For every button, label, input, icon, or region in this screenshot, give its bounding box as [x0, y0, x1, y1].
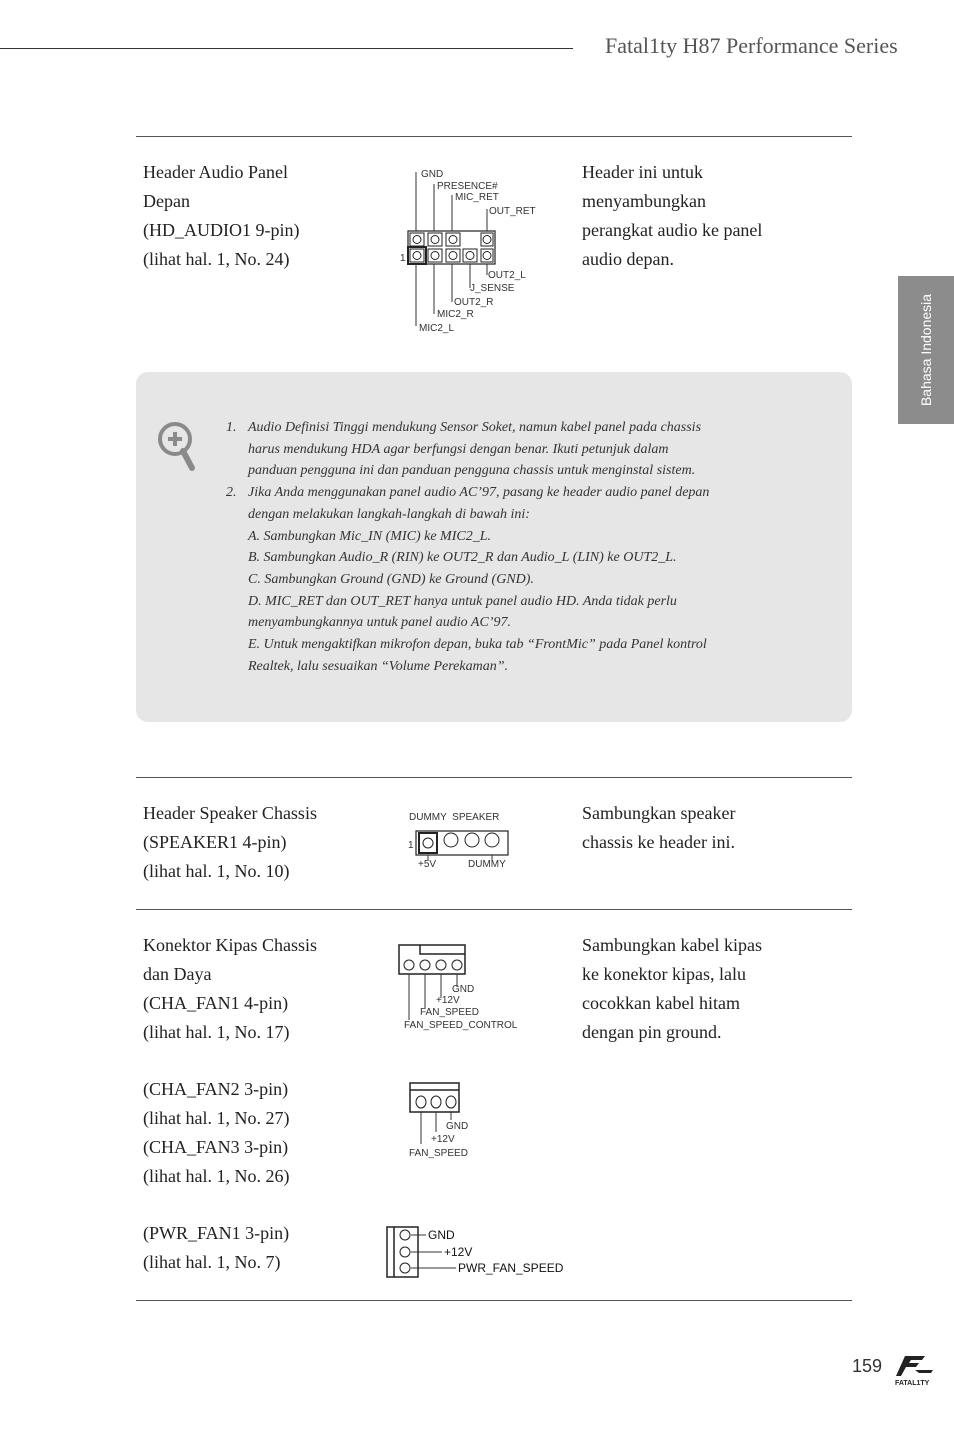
- hd-audio-description: [143, 158, 299, 274]
- speaker-top-label: DUMMY SPEAKER: [409, 812, 500, 823]
- pwr-fan-label-pwr-fan-speed: PWR_FAN_SPEED: [458, 1261, 564, 1275]
- cha-fan1-pin-diagram: [396, 942, 526, 1032]
- fan-instruction-line: ke konektor kipas, lalu: [582, 964, 746, 984]
- fan-line: dan Daya: [143, 964, 212, 984]
- note-number: 1.: [226, 420, 237, 435]
- page-number: 159: [852, 1356, 883, 1376]
- fan-label-fan-speed-control: FAN_SPEED_CONTROL: [404, 1020, 518, 1031]
- hd-audio-instruction-line: audio depan.: [582, 249, 674, 269]
- page-title: Fatal1ty H87 Performance Series: [605, 33, 898, 58]
- note-line: Jika Anda menggunakan panel audio AC’97, pasang ke header audio panel depan: [248, 485, 710, 501]
- speaker-instruction-line: Sambungkan speaker: [582, 803, 736, 823]
- language-side-tab: [898, 276, 954, 424]
- speaker-line: Header Speaker Chassis: [143, 803, 317, 823]
- cha-fan1-description: [143, 931, 317, 1047]
- fan-line: (lihat hal. 1, No. 7): [143, 1252, 281, 1272]
- speaker-line: (lihat hal. 1, No. 10): [143, 861, 290, 881]
- fan3-label-gnd: GND: [446, 1121, 469, 1132]
- fan-label-gnd: GND: [452, 984, 475, 995]
- note-line: C. Sambungkan Ground (GND) ke Ground (GND).: [248, 571, 534, 587]
- fan-line: Konektor Kipas Chassis: [143, 935, 317, 955]
- pin-label-mic2-l: MIC2_L: [419, 323, 455, 334]
- pin-label-j-sense: J_SENSE: [470, 283, 515, 294]
- pwr-fan-description: [143, 1219, 289, 1277]
- hd-audio-pin-diagram: [398, 164, 548, 340]
- speaker-description: [143, 799, 317, 886]
- logo-text: FATAL1TY: [895, 1380, 930, 1387]
- section-rule-bottom: [136, 1300, 852, 1301]
- note-line: Realtek, lalu sesuaikan “Volume Perekaman”.: [248, 658, 508, 674]
- note-line: dengan melakukan langkah-langkah di bawah ini:: [248, 506, 530, 522]
- fan-instruction-line: cocokkan kabel hitam: [582, 993, 740, 1013]
- pin-label-mic-ret: MIC_RET: [455, 192, 499, 203]
- magnifier-plus-icon: [156, 420, 200, 474]
- hd-audio-instruction-line: menyambungkan: [582, 191, 706, 211]
- speaker-instructions: [582, 799, 735, 857]
- fan-line: (CHA_FAN1 4-pin): [143, 993, 289, 1013]
- hd-audio-instruction-line: Header ini untuk: [582, 162, 703, 182]
- pwr-fan-label-gnd: GND: [428, 1228, 455, 1242]
- speaker-label-5v: +5V: [418, 859, 437, 870]
- fan-line: (lihat hal. 1, No. 26): [143, 1166, 290, 1186]
- fan-line: (CHA_FAN2 3-pin): [143, 1079, 289, 1099]
- section-rule-fan: [136, 909, 852, 910]
- fan-line: (lihat hal. 1, No. 27): [143, 1108, 290, 1128]
- speaker-line: (SPEAKER1 4-pin): [143, 832, 287, 852]
- note-line: harus mendukung HDA agar berfungsi dengan benar. Ikuti petunjuk dalam: [248, 441, 669, 457]
- fan3-label-12v: +12V: [431, 1134, 455, 1145]
- note-line: panduan pengguna ini dan panduan pengguna chassis untuk menginstal sistem.: [248, 463, 696, 479]
- pin-label-out-ret: OUT_RET: [489, 206, 536, 217]
- header-rule: [0, 48, 573, 49]
- speaker-pin1-label: 1: [408, 840, 414, 851]
- pwr-fan-pin-diagram: [384, 1224, 570, 1282]
- fan-line: (lihat hal. 1, No. 17): [143, 1022, 290, 1042]
- note-line: menyambungkannya untuk panel audio AC’97.: [248, 615, 511, 631]
- fan-line: (PWR_FAN1 3-pin): [143, 1223, 290, 1243]
- hd-audio-line: Header Audio Panel: [143, 162, 288, 182]
- note-line: Audio Definisi Tinggi mendukung Sensor Soket, namun kabel panel pada chassis: [248, 420, 702, 435]
- pwr-fan-label-12v: +12V: [444, 1245, 473, 1259]
- speaker-pin-diagram: [404, 806, 534, 872]
- speaker-label-dummy: DUMMY: [468, 859, 506, 870]
- pin-label-out2-l: OUT2_L: [488, 270, 526, 281]
- section-rule-speaker: [136, 777, 852, 778]
- note-line: B. Sambungkan Audio_R (RIN) ke OUT2_R dan Audio_L (LIN) ke OUT2_L.: [248, 550, 677, 566]
- hd-audio-instruction-line: perangkat audio ke panel: [582, 220, 763, 240]
- pin1-label: 1: [400, 253, 406, 264]
- fatal1ty-logo: [895, 1352, 945, 1388]
- pin-label-mic2-r: MIC2_R: [437, 309, 474, 320]
- language-side-tab-label: Bahasa Indonesia: [918, 293, 934, 407]
- cha-fan23-description: [143, 1075, 289, 1191]
- speaker-instruction-line: chassis ke header ini.: [582, 832, 735, 852]
- pin-label-gnd: GND: [421, 169, 444, 180]
- hd-audio-line: (HD_AUDIO1 9-pin): [143, 220, 300, 240]
- fan-label-fan-speed: FAN_SPEED: [420, 1007, 479, 1018]
- fan-instruction-line: dengan pin ground.: [582, 1022, 722, 1042]
- note-number: 2.: [226, 485, 237, 501]
- pin-label-presence: PRESENCE#: [437, 181, 498, 192]
- hd-audio-line: (lihat hal. 1, No. 24): [143, 249, 290, 269]
- fan-line: (CHA_FAN3 3-pin): [143, 1137, 289, 1157]
- note-item: [226, 417, 786, 482]
- note-line: A. Sambungkan Mic_IN (MIC) ke MIC2_L.: [248, 528, 492, 544]
- fan-label-12v: +12V: [436, 995, 460, 1006]
- note-list: [226, 417, 786, 677]
- pin-label-out2-r: OUT2_R: [454, 297, 494, 308]
- hd-audio-line: Depan: [143, 191, 190, 211]
- fan3-label-fan-speed: FAN_SPEED: [409, 1148, 468, 1159]
- note-line: D. MIC_RET dan OUT_RET hanya untuk panel audio HD. Anda tidak perlu: [248, 593, 677, 609]
- section-rule-top: [136, 136, 852, 137]
- fan-instruction-line: Sambungkan kabel kipas: [582, 935, 762, 955]
- cha-fan23-pin-diagram: [406, 1080, 516, 1162]
- note-item: [226, 482, 786, 677]
- fan-instructions: [582, 931, 762, 1047]
- hd-audio-instructions: [582, 158, 762, 274]
- note-line: E. Untuk mengaktifkan mikrofon depan, buka tab “FrontMic” pada Panel kontrol: [248, 637, 707, 653]
